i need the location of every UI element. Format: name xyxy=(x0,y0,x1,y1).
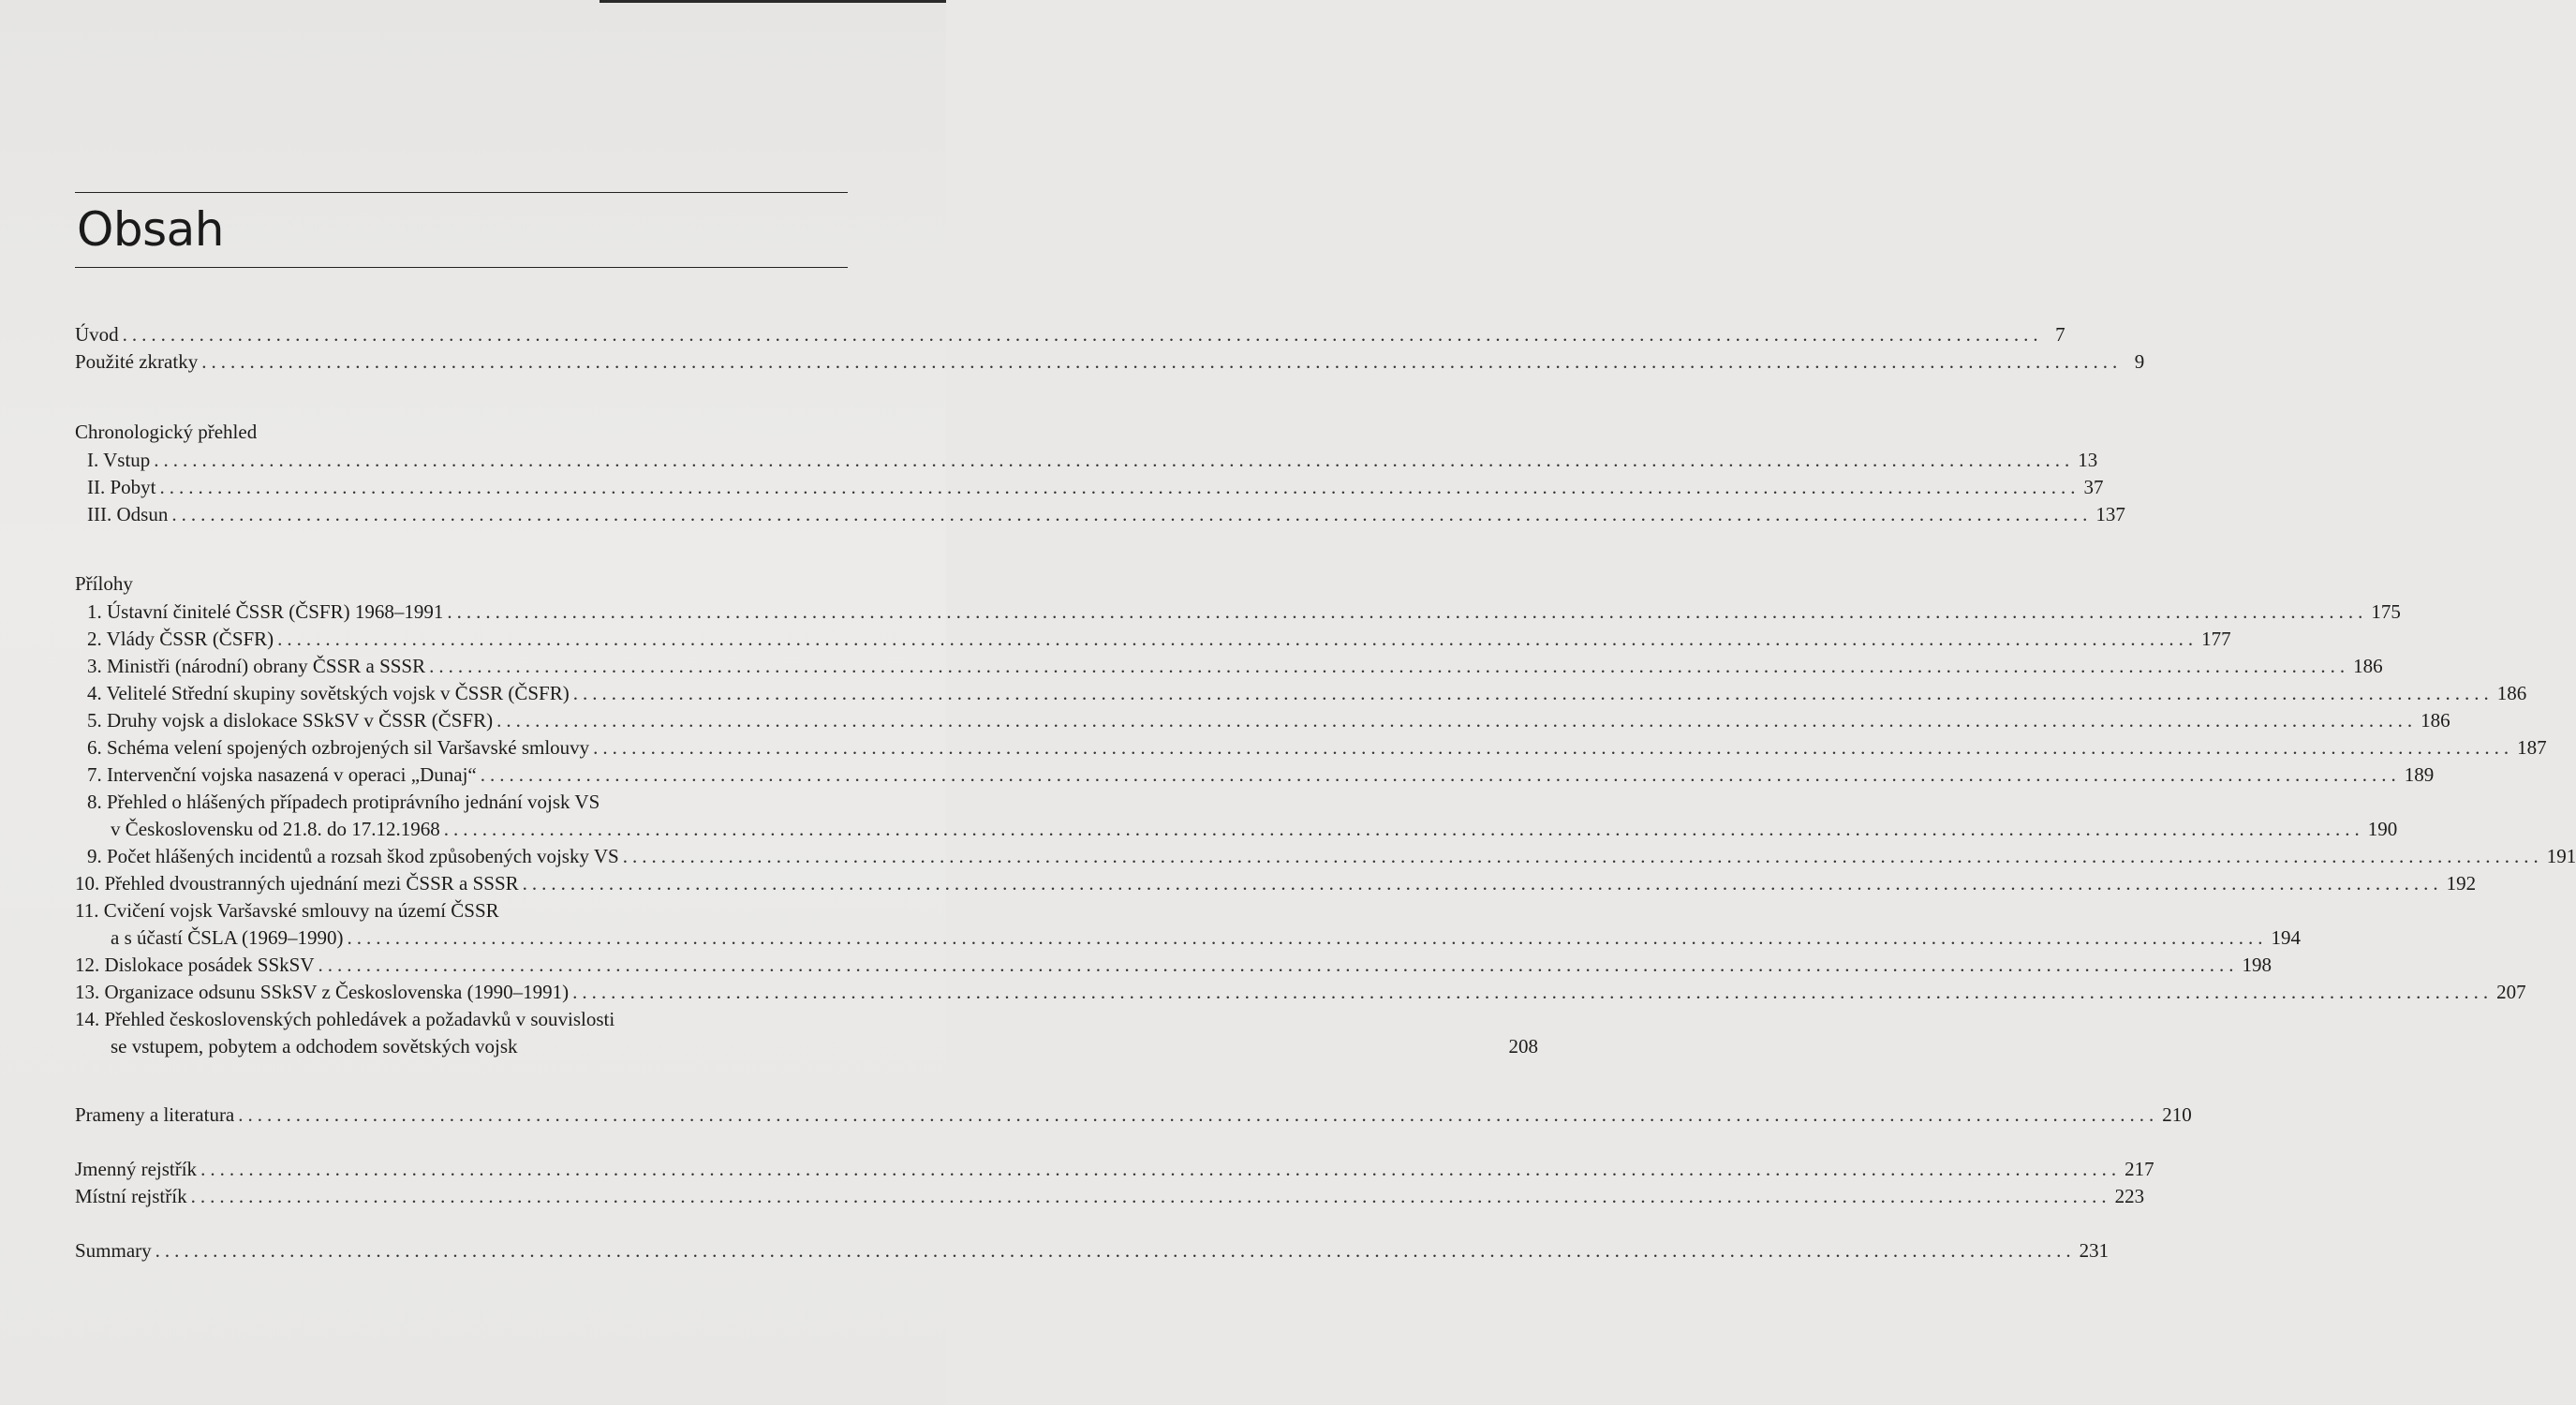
toc-entry-odsun[interactable]: III. Odsun ........................................................................................................................................................................................................ 137 xyxy=(87,503,2125,525)
leader-dots: ........................................................................................................................................................................................................ xyxy=(171,503,2093,525)
leader-dots: ........................................................................................................................................................................................................ xyxy=(522,872,2443,895)
title-rule-top xyxy=(75,192,848,193)
leader-dots: ........................................................................................................................................................................................................ xyxy=(122,323,2043,346)
toc-entry-sources[interactable]: Prameny a literatura ........................................................................................................................................................................................................ 210 xyxy=(75,1103,2192,1126)
section-heading-appendices: Přílohy xyxy=(75,572,133,595)
toc-entry-appendix-11[interactable]: a s účastí ČSLA (1969–1990) ........................................................................................................................................................................................................ 194 xyxy=(111,926,2301,949)
leader-dots: ........................................................................................................................................................................................................ xyxy=(572,981,2494,1003)
title-rule-bottom xyxy=(75,267,848,268)
page-title: Obsah xyxy=(77,202,224,257)
leader-dots: ........................................................................................................................................................................................................ xyxy=(154,449,2075,471)
leader-dots: ........................................................................................................................................................................................................ xyxy=(593,736,2514,759)
toc-entry-appendix-14-line1[interactable]: 14. Přehled československých pohledávek a požadavků v souvislosti xyxy=(75,1008,615,1030)
leader-dots: ........................................................................................................................................................................................................ xyxy=(429,655,2350,677)
toc-entry-appendix-3[interactable]: 3. Ministři (národní) obrany ČSSR a SSSR ........................................................................................................................................................................................................ 186 xyxy=(87,655,2383,677)
leader-dots: ........................................................................................................................................................................................................ xyxy=(277,628,2198,650)
leader-dots: ........................................................................................................................................................................................................ xyxy=(347,926,2268,949)
leader-dots: ........................................................................................................................................................................................................ xyxy=(190,1185,2111,1207)
toc-entry-uvod[interactable]: Úvod ........................................................................................................................................................................................................ 7 xyxy=(75,323,2065,346)
toc-entry-summary[interactable]: Summary ........................................................................................................................................................................................................ 231 xyxy=(75,1239,2110,1262)
toc-entry-appendix-8-line1[interactable]: 8. Přehled o hlášených případech protiprávního jednání vojsk VS xyxy=(87,791,600,813)
top-edge-bar xyxy=(600,0,946,3)
toc-entry-pobyt[interactable]: II. Pobyt ........................................................................................................................................................................................................ 37 xyxy=(87,476,2104,498)
toc-entry-zkratky[interactable]: Použité zkratky ........................................................................................................................................................................................................ 9 xyxy=(75,350,2145,373)
leader-dots: ........................................................................................................................................................................................................ xyxy=(155,1239,2076,1262)
toc-entry-appendix-9[interactable]: 9. Počet hlášených incidentů a rozsah škod způsobených vojsky VS ........................................................................................................................................................................................................ 191 xyxy=(87,845,2576,867)
toc-entry-appendix-5[interactable]: 5. Druhy vojsk a dislokace SSkSV v ČSSR (ČSFR) ........................................................................................................................................................................................................ 186 xyxy=(87,709,2450,732)
leader-dots: ........................................................................................................................................................................................................ xyxy=(572,682,2494,704)
toc-entry-appendix-14[interactable]: se vstupem, pobytem a odchodem sovětských vojsk 208 xyxy=(111,1035,1539,1057)
toc-entry-appendix-8[interactable]: v Československu od 21.8. do 17.12.1968 ........................................................................................................................................................................................................ 190 xyxy=(111,818,2398,840)
leader-dots: ........................................................................................................................................................................................................ xyxy=(622,845,2543,867)
toc-entry-appendix-12[interactable]: 12. Dislokace posádek SSkSV ........................................................................................................................................................................................................ 198 xyxy=(75,954,2272,976)
toc-entry-appendix-13[interactable]: 13. Organizace odsunu SSkSV z Československa (1990–1991) ........................................................................................................................................................................................................ 207 xyxy=(75,981,2526,1003)
leader-dots: ........................................................................................................................................................................................................ xyxy=(318,954,2239,976)
toc-entry-appendix-4[interactable]: 4. Velitelé Střední skupiny sovětských vojsk v ČSSR (ČSFR) ........................................................................................................................................................................................................ 186 xyxy=(87,682,2527,704)
toc-entry-appendix-6[interactable]: 6. Schéma velení spojených ozbrojených sil Varšavské smlouvy ........................................................................................................................................................................................................ 187 xyxy=(87,736,2547,759)
toc-entry-appendix-7[interactable]: 7. Intervenční vojska nasazená v operaci „Dunaj“ ........................................................................................................................................................................................................ 189 xyxy=(87,763,2435,786)
toc-entry-appendix-11-line1[interactable]: 11. Cvičení vojsk Varšavské smlouvy na území ČSSR xyxy=(75,899,499,922)
toc-entry-name-index[interactable]: Jmenný rejstřík ........................................................................................................................................................................................................ 217 xyxy=(75,1158,2154,1180)
toc-entry-appendix-10[interactable]: 10. Přehled dvoustranných ujednání mezi ČSSR a SSSR ........................................................................................................................................................................................................ 192 xyxy=(75,872,2477,895)
leader-dots: ........................................................................................................................................................................................................ xyxy=(159,476,2080,498)
leader-dots: ........................................................................................................................................................................................................ xyxy=(447,600,2368,623)
section-heading-chronology: Chronologický přehled xyxy=(75,421,258,443)
leader-dots: ........................................................................................................................................................................................................ xyxy=(480,763,2401,786)
leader-dots: ........................................................................................................................................................................................................ xyxy=(200,1158,2122,1180)
toc-entry-vstup[interactable]: I. Vstup ........................................................................................................................................................................................................ 13 xyxy=(87,449,2098,471)
leader-dots: ........................................................................................................................................................................................................ xyxy=(238,1103,2159,1126)
leader-dots: ........................................................................................................................................................................................................ xyxy=(496,709,2418,732)
leader-dots: ........................................................................................................................................................................................................ xyxy=(443,818,2364,840)
toc-entry-place-index[interactable]: Místní rejstřík ........................................................................................................................................................................................................ 223 xyxy=(75,1185,2145,1207)
leader-dots: ........................................................................................................................................................................................................ xyxy=(201,350,2123,373)
toc-entry-appendix-1[interactable]: 1. Ústavní činitelé ČSSR (ČSFR) 1968–1991 ........................................................................................................................................................................................................ 175 xyxy=(87,600,2401,623)
toc-entry-appendix-2[interactable]: 2. Vlády ČSSR (ČSFR) ........................................................................................................................................................................................................ 177 xyxy=(87,628,2231,650)
